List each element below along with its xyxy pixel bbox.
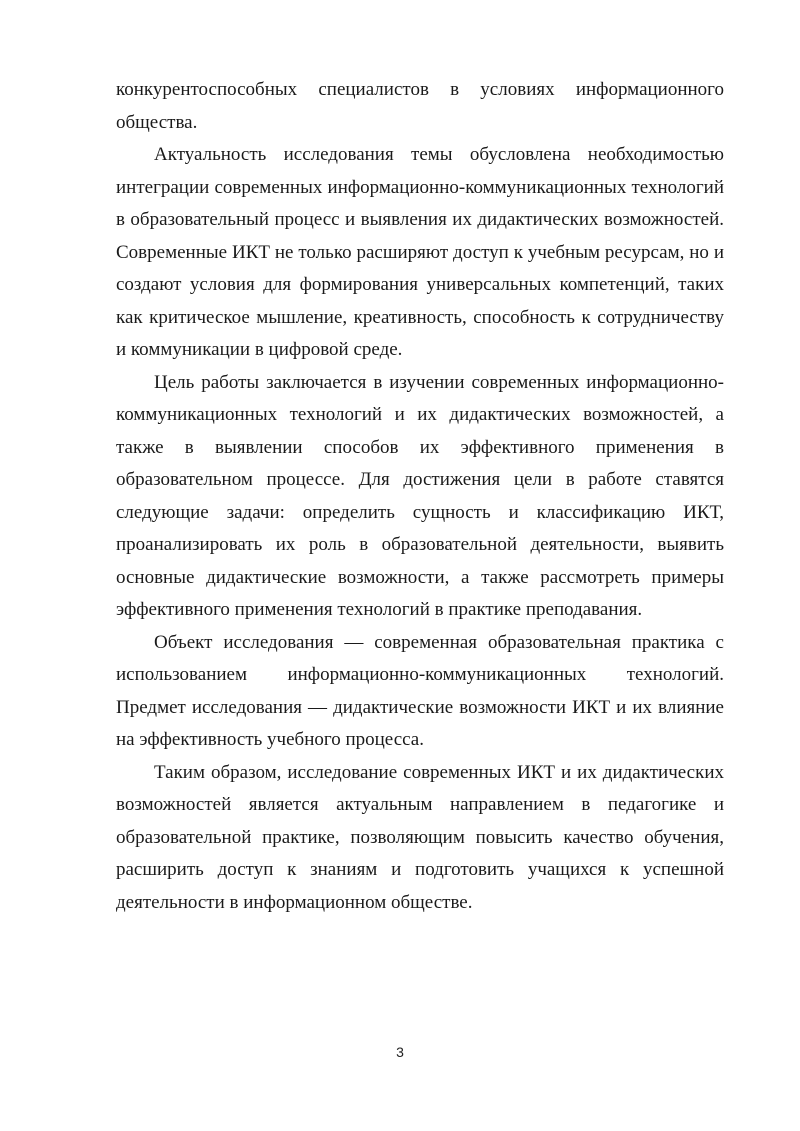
page-number: 3 (396, 1044, 404, 1060)
paragraph-conclusion: Таким образом, исследование современных ИКТ и их дидактических возможностей является актуальным направлением в педагогике и образовательной практике, позволяющим повысить качество обучения, расширить доступ к знаниям и подготовить учащихся к успешной деятельности в информационном обществе. (116, 761, 724, 913)
paragraph-object-subject: Объект исследования — современная образовательная практика с использованием информационно-коммуникационных технологий. Предмет исследования — дидактические возможности ИКТ и их влияние на эффективность учебного процесса. (116, 631, 724, 750)
paragraph-goal: Цель работы заключается в изучении современных информационно-коммуникационных технологий и их дидактических возможностей, а также в выявлении способов их эффективного применения в образовательном процессе. Для достижения цели в работе ставятся следующие задачи: определить сущность и классификацию ИКТ, проанализировать их роль в образовательной деятельности, выявить основные дидактические возможности, а также рассмотреть примеры эффективного применения технологий в практике преподавания. (116, 371, 724, 620)
paragraph-relevance: Актуальность исследования темы обусловлена необходимостью интеграции современных информационно-коммуникационных технологий в образовательный процесс и выявления их дидактических возможностей. Современные ИКТ не только расширяют доступ к учебным ресурсам, но и создают условия для формирования универсальных компетенций, таких как критическое мышление, креативность, способность к сотрудничеству и коммуникации в цифровой среде. (116, 144, 724, 360)
paragraph-continuation: конкурентоспособных специалистов в условиях информационного общества. (116, 79, 724, 133)
document-body (116, 74, 724, 919)
